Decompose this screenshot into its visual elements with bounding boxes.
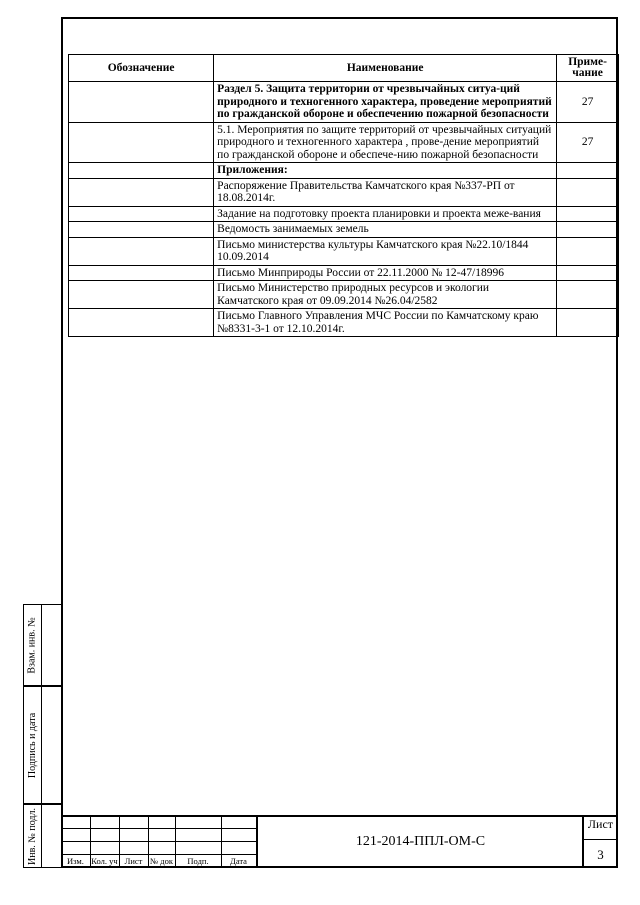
contents-table (68, 54, 619, 337)
note-cell (557, 163, 619, 179)
name-cell: Задание на подготовку проекта планировки и проекта меже-вания (214, 206, 557, 222)
name-cell: Распоряжение Правительства Камчатского края №337-РП от 18.08.2014г. (214, 178, 557, 206)
sign-date-box (23, 686, 61, 804)
table-row (69, 163, 619, 179)
header-note: Приме- чание (557, 55, 619, 82)
side-stamp (23, 604, 61, 868)
note-cell (557, 222, 619, 238)
table-row (69, 206, 619, 222)
designation-cell (69, 178, 214, 206)
name-cell: Письмо Главного Управления МЧС России по Камчатскому краю №8331-3-1 от 12.10.2014г. (214, 309, 557, 337)
name-cell: Письмо Минприроды России от 22.11.2000 № 12-47/18996 (214, 265, 557, 281)
table-row (69, 178, 619, 206)
name-cell: Приложения: (214, 163, 557, 179)
name-cell: 5.1. Мероприятия по защите территорий от чрезвычайных ситуаций природного и техногенного характера , прове-дение мероприятий по гражданской обороне и обеспече-нию пожарной безопасности (214, 122, 557, 163)
header-designation: Обозначение (69, 55, 214, 82)
name-cell: Письмо министерства культуры Камчатского края №22.10/1844 10.09.2014 (214, 237, 557, 265)
inv-original-box (23, 804, 61, 868)
label-doc-num: № док (150, 856, 173, 866)
document-code: 121-2014-ППЛ-ОМ-С (355, 833, 486, 849)
table-row (69, 82, 619, 123)
note-cell: 27 (557, 82, 619, 123)
designation-cell (69, 237, 214, 265)
designation-cell (69, 82, 214, 123)
designation-cell (69, 265, 214, 281)
name-cell: Письмо Министерство природных ресурсов и экологии Камчатского края от 09.09.2014 №26.04/2582 (214, 281, 557, 309)
table-row (69, 281, 619, 309)
name-cell: Ведомость занимаемых земель (214, 222, 557, 238)
table-header-row (69, 55, 619, 82)
note-cell: 27 (557, 122, 619, 163)
label-kol-uch: Кол. уч (91, 856, 118, 866)
title-block (61, 815, 618, 868)
inv-original-label: Инв. № подл. (27, 807, 39, 865)
table-row (69, 122, 619, 163)
table-row (69, 265, 619, 281)
designation-cell (69, 281, 214, 309)
designation-cell (69, 222, 214, 238)
label-sign: Подп. (187, 856, 209, 866)
designation-cell (69, 309, 214, 337)
note-cell (557, 237, 619, 265)
note-cell (557, 206, 619, 222)
sheet-number: 3 (597, 846, 604, 862)
note-cell (557, 178, 619, 206)
label-list: Лист (124, 856, 143, 866)
note-cell (557, 309, 619, 337)
name-cell: Раздел 5. Защита территории от чрезвычайных ситуа-ций природного и техногенного характера, проведение мероприятий по гражданской обороне и обеспечению пожарной безопасности (214, 82, 557, 123)
label-date: Дата (230, 856, 247, 866)
note-cell (557, 281, 619, 309)
header-name: Наименование (214, 55, 557, 82)
table-row (69, 309, 619, 337)
designation-cell (69, 206, 214, 222)
replace-inv-label: Взам. инв. № (27, 616, 39, 674)
designation-cell (69, 163, 214, 179)
designation-cell (69, 122, 214, 163)
label-izm: Изм. (67, 856, 84, 866)
sheet-label: Лист (587, 817, 614, 831)
table-row (69, 222, 619, 238)
table-row (69, 237, 619, 265)
title-block-grid (61, 815, 256, 868)
sign-date-label: Подпись и дата (27, 712, 38, 778)
note-cell (557, 265, 619, 281)
replace-inv-box (23, 604, 61, 686)
